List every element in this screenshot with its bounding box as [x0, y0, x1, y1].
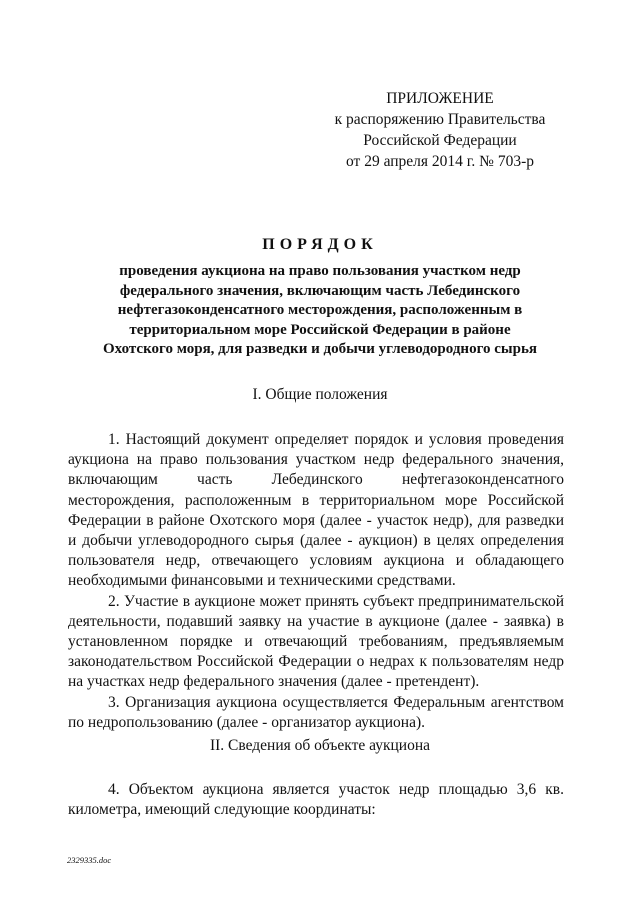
section-1-body: [68, 430, 564, 733]
appendix-line-1: к распоряжению Правительства: [334, 111, 546, 128]
section-2-body: [68, 780, 564, 820]
paragraph-2: 2. Участие в аукционе может принять субъект предпринимательской деятельности, подавший заявку на участие в аукционе (далее - заявка) в установленном порядке и отвечающий требованиям, предъявляемым законодательством Российской Федерации о недрах к пользователям недр на участках недр федерального значения (далее - претендент).: [68, 592, 564, 691]
paragraph-3: 3. Организация аукциона осуществляется Федеральным агентством по недропользованию (далее - организатор аукциона).: [68, 693, 564, 731]
file-name-footer: 2329335.doc: [67, 855, 112, 865]
appendix-line-3: от 29 апреля 2014 г. № 703-р: [346, 153, 534, 170]
appendix-block: [330, 88, 550, 172]
paragraph-1: 1. Настоящий документ определяет порядок и условия проведения аукциона на право пользования участком недр федерального значения, включающим часть Лебединского нефтегазоконденсатного месторождения, расположенным в территориальном море Российской Федерации в районе Охотского моря (далее - участок недр), для разведки и добычи углеводородного сырья (далее - аукцион) в целях определения пользователя недр, отвечающего условиям аукциона и обладающего необходимыми финансовыми и техническими средствами.: [68, 431, 564, 590]
section-2-heading: II. Сведения об объекте аукциона: [209, 737, 431, 754]
paragraph-4: 4. Объектом аукциона является участок недр площадью 3,6 кв. километра, имеющий следующие координаты:: [68, 781, 564, 819]
document-subtitle: проведения аукциона на право пользования участком недр федерального значения, включающим часть Лебединского нефтегазоконденсатного месторождения, расположенным в территориальном море Российской Федерации в районе Охотского моря, для разведки и добычи углеводородного сырья: [102, 263, 538, 357]
appendix-line-2: Российской Федерации: [363, 132, 517, 149]
document-title: ПОРЯДОК: [262, 236, 378, 253]
appendix-heading: ПРИЛОЖЕНИЕ: [386, 90, 494, 107]
section-1-heading: I. Общие положения: [252, 386, 388, 403]
